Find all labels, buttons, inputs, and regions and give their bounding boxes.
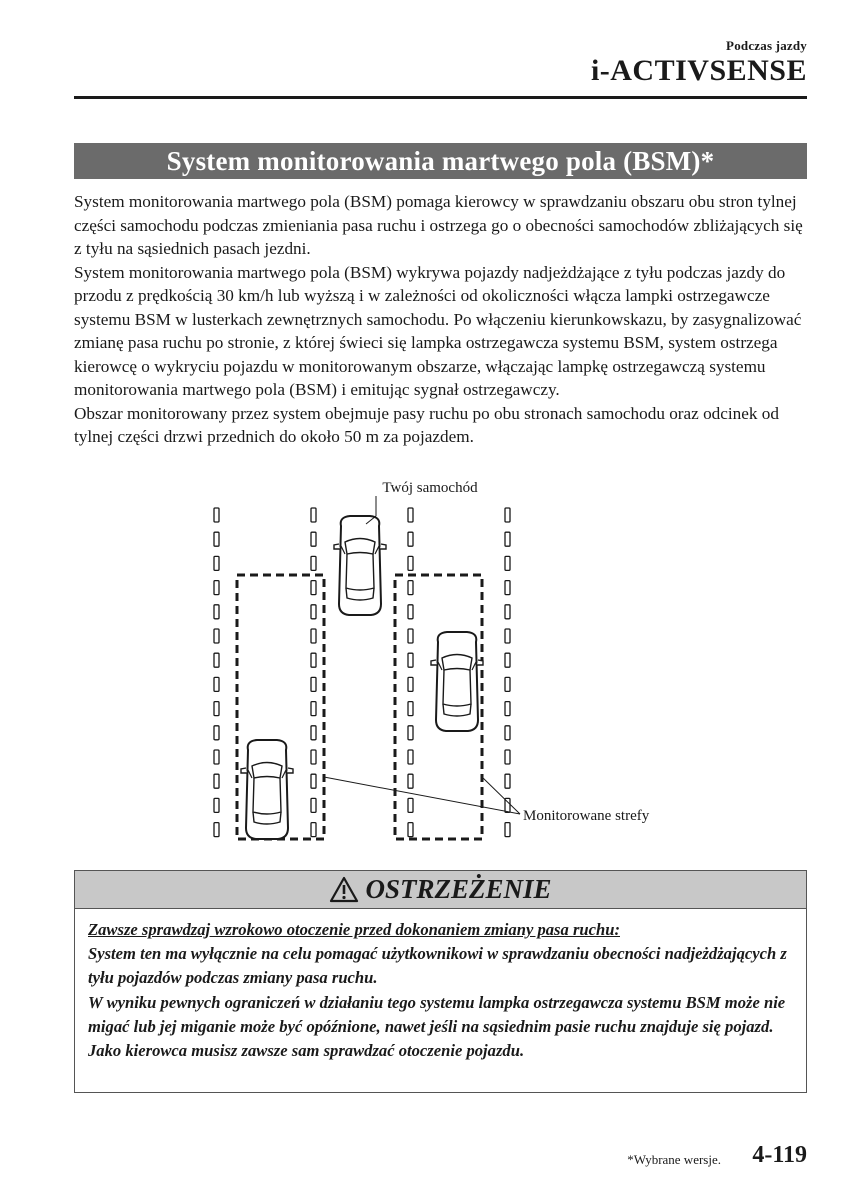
lane-mark — [408, 823, 413, 837]
lane-mark — [505, 532, 510, 546]
lane-mark — [408, 702, 413, 716]
chapter-title: i-ACTIVSENSE — [590, 54, 807, 87]
lane-mark — [505, 653, 510, 667]
warning-triangle-icon — [329, 876, 359, 903]
zone-leader-left — [324, 777, 520, 814]
lane-mark — [408, 556, 413, 570]
lane-mark — [311, 605, 316, 619]
zone-leader-right — [482, 777, 520, 814]
lane-mark — [214, 508, 219, 522]
lane-mark — [505, 774, 510, 788]
warning-text — [88, 918, 788, 1063]
lane-mark — [214, 532, 219, 546]
label-monitored-zones: Monitorowane strefy — [523, 808, 650, 824]
lane-mark — [311, 702, 316, 716]
warning-title: OSTRZEŻENIE — [365, 874, 552, 904]
vehicle-left-zone — [241, 740, 293, 839]
lane-mark — [505, 605, 510, 619]
lane-mark — [311, 629, 316, 643]
lane-mark — [311, 653, 316, 667]
lane-mark — [505, 556, 510, 570]
lane-mark — [408, 508, 413, 522]
lane-mark — [214, 581, 219, 595]
lane-mark — [408, 774, 413, 788]
lane-mark — [214, 653, 219, 667]
footnote: *Wybrane wersje. — [627, 1152, 721, 1167]
lane-mark — [311, 677, 316, 691]
lane-mark — [408, 726, 413, 740]
paragraph-area: Obszar monitorowany przez system obejmuje pasy ruchu po obu stronach samochodu oraz odcinek od tylnej części drzwi przednich do około 50 m za pojazdem. — [74, 403, 779, 446]
lane-mark — [408, 605, 413, 619]
lane-mark — [408, 653, 413, 667]
lane-mark — [311, 823, 316, 837]
page-number: 4-119 — [752, 1142, 807, 1168]
lane-mark — [214, 750, 219, 764]
lane-mark — [505, 823, 510, 837]
section-label: Podczas jazdy — [726, 38, 807, 53]
lane-mark — [505, 726, 510, 740]
own-car — [334, 516, 386, 615]
lane-mark — [408, 532, 413, 546]
lane-mark — [311, 508, 316, 522]
warning-header — [74, 870, 807, 909]
lane-mark — [214, 774, 219, 788]
paragraph-detection: System monitorowania martwego pola (BSM) wykrywa pojazdy nadjeżdżające z tyłu podczas jazdy do przodu z prędkością 30 km/h lub wyższą i w zależności od okoliczności włącza lampki ostrzegawcze systemu BSM w lusterkach zewnętrznych samochodu. Po włączeniu kierunkowskazu, by zasygnalizować zmianę pasa ruchu po stronie, z której świeci się lampka ostrzegawcza systemu BSM, system ostrzega kierowcę o wykryciu pojazdu w monitorowanym obszarze, włączając lampkę ostrzegawczą systemu monitorowania martwego pola (BSM) i emitując sygnał ostrzegawczy. — [74, 262, 802, 399]
lane-mark — [214, 629, 219, 643]
warning-body: System ten ma wyłącznie na celu pomagać użytkownikowi w sprawdzaniu obecności nadjeżdżających z tyłu pojazdów podczas zmiany pasa ruchu. — [88, 944, 787, 988]
lane-mark — [311, 798, 316, 812]
lane-mark — [214, 702, 219, 716]
lane-mark — [311, 581, 316, 595]
paragraph-intro: System monitorowania martwego pola (BSM) pomaga kierowcy w sprawdzaniu obszaru obu stron tylnej części samochodu podczas zmieniania pasa ruchu i ostrzega go o obecności samochodów zbliżających się z tyłu na sąsiednich pasach jezdni. — [74, 192, 803, 258]
body-text — [74, 190, 809, 449]
header-rule — [74, 96, 807, 99]
lane-mark — [505, 702, 510, 716]
lane-mark — [214, 798, 219, 812]
lane-mark — [311, 556, 316, 570]
lane-mark — [505, 677, 510, 691]
lane-mark — [505, 508, 510, 522]
lane-mark — [408, 677, 413, 691]
lane-mark — [311, 726, 316, 740]
lane-mark — [214, 726, 219, 740]
warning-lead: Zawsze sprawdzaj wzrokowo otoczenie przed dokonaniem zmiany pasa ruchu: — [88, 920, 620, 939]
lane-mark — [214, 677, 219, 691]
lane-mark — [214, 556, 219, 570]
lane-mark — [505, 629, 510, 643]
lane-mark — [311, 532, 316, 546]
label-own-car: Twój samochód — [382, 480, 478, 496]
lane-mark — [311, 774, 316, 788]
lane-mark — [311, 750, 316, 764]
vehicle-right-zone — [431, 632, 483, 731]
warning-body-2: W wyniku pewnych ograniczeń w działaniu tego systemu lampka ostrzegawcza systemu BSM może nie migać lub jej miganie może być opóźnione, nawet jeśli na sąsiednim pasie ruchu znajduje się pojazd. Jako kierowca musisz zawsze sam sprawdzać otoczenie pojazdu. — [88, 992, 786, 1061]
page-title: System monitorowania martwego pola (BSM)* — [74, 143, 807, 179]
bsm-diagram — [200, 476, 680, 856]
lane-mark — [214, 605, 219, 619]
lane-mark — [408, 629, 413, 643]
lane-mark — [408, 798, 413, 812]
lane-mark — [408, 750, 413, 764]
lane-mark — [214, 823, 219, 837]
lane-mark — [408, 581, 413, 595]
lane-mark — [505, 750, 510, 764]
lane-mark — [505, 581, 510, 595]
